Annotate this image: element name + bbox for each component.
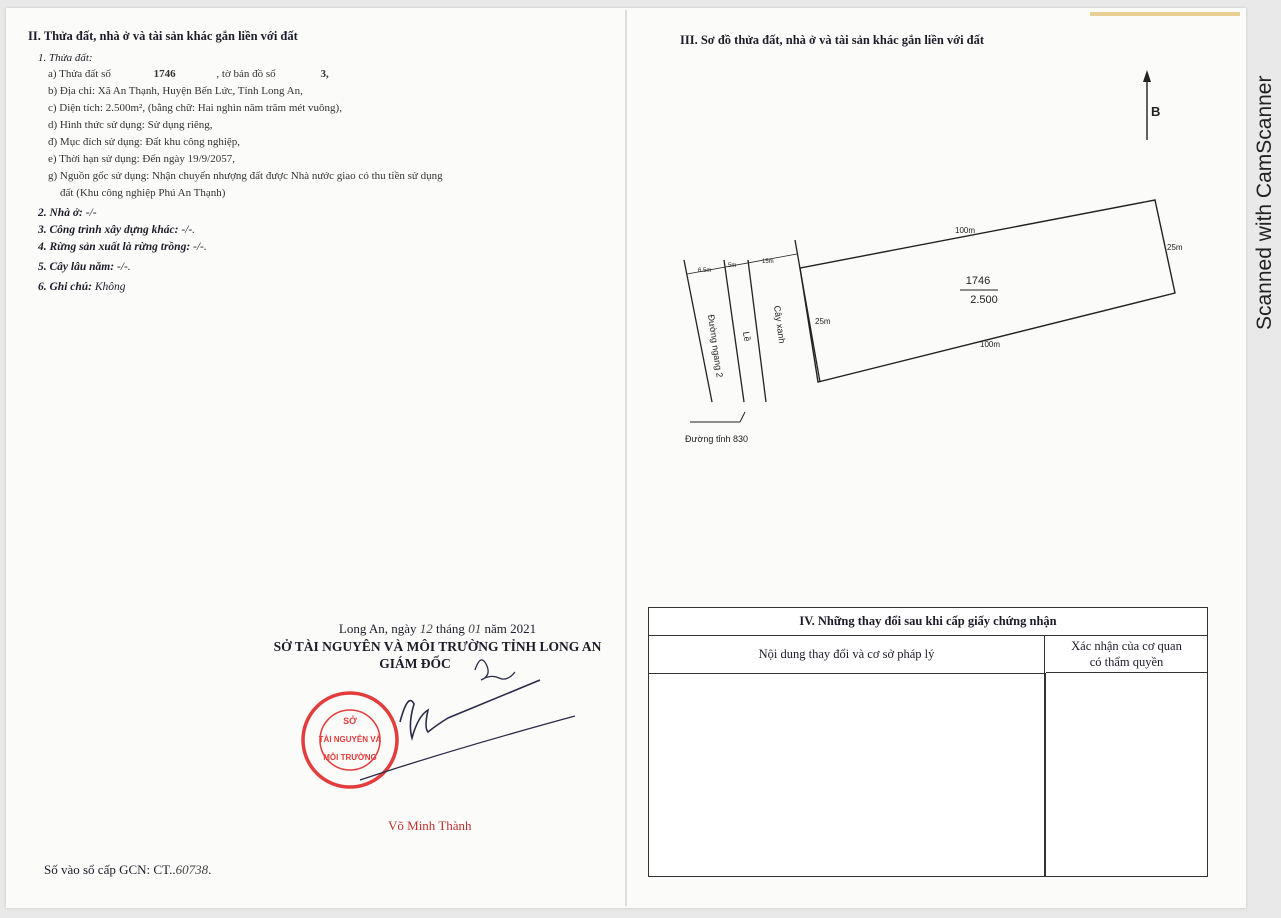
green-strip-width: 15m — [762, 259, 774, 265]
stamp-text-3: MÔI TRƯỜNG — [323, 753, 377, 762]
parcel-outline — [800, 200, 1175, 382]
provincial-road-arrow — [740, 412, 745, 422]
date-year: năm 2021 — [484, 621, 537, 636]
signer-name: Võ Minh Thành — [388, 818, 472, 833]
item-3-other-works — [38, 224, 195, 236]
paper-edge-mark — [1090, 12, 1240, 16]
road-edge-1 — [684, 260, 712, 402]
road-edge-4 — [795, 240, 820, 382]
road-edge-2 — [724, 260, 744, 402]
sidewalk-label: Lề — [741, 330, 753, 343]
register-value: 60738 — [175, 862, 209, 877]
column-divider — [1044, 673, 1046, 876]
date-month-label: tháng — [436, 621, 465, 636]
issuing-agency: SỞ TÀI NGUYÊN VÀ MÔI TRƯỜNG TỈNH LONG AN — [273, 639, 602, 654]
north-label: B — [1151, 104, 1161, 119]
item-4-value: -/-. — [190, 241, 207, 253]
north-arrow-head — [1143, 70, 1151, 82]
changes-table — [648, 607, 1208, 877]
item-1a — [48, 68, 329, 80]
item-4-forest — [38, 241, 207, 253]
item-1-heading-text: 1. Thửa đất: — [38, 52, 93, 64]
left-edge-length: 25m — [815, 317, 831, 326]
parcel-number-label: 1746 — [965, 275, 991, 287]
item-2-house — [38, 207, 97, 219]
page-fold — [625, 10, 627, 906]
item-1b-address: b) Địa chỉ: Xã An Thạnh, Huyện Bến Lức, Tỉnh Long An, — [48, 85, 303, 97]
date-day: 12 — [419, 621, 433, 636]
initial-mark — [475, 660, 515, 680]
stamp-text-2: TÀI NGUYÊN VÀ — [318, 735, 382, 744]
parcel-diagram — [660, 60, 1220, 460]
green-strip-label: Cây xanh — [772, 304, 788, 344]
parcel-area-label: 2.500 — [970, 294, 998, 306]
section-3-title: III. Sơ đồ thửa đất, nhà ở và tài sản khác gắn liền với đất — [680, 33, 985, 47]
parcel-label: a) Thửa đất số — [48, 68, 111, 80]
item-1e-usage-term: e) Thời hạn sử dụng: Đến ngày 19/9/2057, — [48, 153, 235, 165]
parcel-number: 1746 — [153, 68, 176, 80]
camscanner-watermark: Scanned with CamScanner — [1253, 75, 1276, 330]
item-1d-usage-form: d) Hình thức sử dụng: Sử dụng riêng, — [48, 119, 213, 131]
item-1g-origin: g) Nguồn gốc sử dụng: Nhận chuyển nhượng đất được Nhà nước giao có thu tiền sử dụng — [48, 170, 443, 182]
item-5-label: 5. Cây lâu năm: — [38, 261, 115, 273]
item-5-perennial — [38, 261, 131, 273]
top-edge-length: 100m — [955, 226, 976, 235]
item-6-label: 6. Ghi chú: — [38, 281, 92, 293]
section-2-title: II. Thửa đất, nhà ở và tài sản khác gắn liền với đất — [28, 29, 298, 43]
road-width: 6.5m — [698, 268, 712, 274]
authority-header-line-2: có thẩm quyền — [1089, 655, 1164, 669]
signature-stroke-tail — [360, 716, 575, 780]
item-3-label: 3. Công trình xây dựng khác: — [38, 224, 179, 236]
column-change-content: Nội dung thay đổi và cơ sở pháp lý — [649, 635, 1045, 674]
date-prefix: Long An, ngày — [338, 621, 417, 636]
item-3-value: -/-. — [178, 224, 196, 236]
changes-table-title: IV. Những thay đổi sau khi cấp giấy chứng nhận — [649, 608, 1207, 636]
stamp-text-1: SỞ — [343, 716, 357, 726]
item-1c-area: c) Diện tích: 2.500m², (bằng chữ: Hai nghìn năm trăm mét vuông), — [48, 102, 342, 114]
sidewalk-width: 5m — [728, 263, 737, 269]
signer-position: GIÁM ĐỐC — [379, 656, 451, 671]
map-sheet-number: 3, — [320, 68, 329, 80]
item-6-note — [38, 281, 126, 293]
date-month: 01 — [468, 621, 482, 636]
item-1dd-usage-purpose: đ) Mục đích sử dụng: Đất khu công nghiệp, — [48, 136, 241, 148]
item-2-label: 2. Nhà ở: — [38, 207, 83, 219]
provincial-road-label: Đường tỉnh 830 — [685, 434, 748, 444]
right-edge-length: 25m — [1167, 243, 1183, 252]
register-number: Số vào sổ cấp GCN: CT..60738. — [44, 862, 212, 877]
item-1g-origin-cont: đất (Khu công nghiệp Phú An Thạnh) — [60, 187, 226, 199]
road-name: Đường ngang 2 — [706, 313, 725, 379]
bottom-edge-length: 100m — [980, 340, 1001, 349]
item-2-value: -/- — [82, 207, 97, 219]
item-4-label: 4. Rừng sản xuất là rừng trồng: — [38, 241, 191, 253]
authority-header-line-1: Xác nhận của cơ quan — [1071, 639, 1182, 653]
signature-stroke-main — [400, 680, 540, 738]
stamp-and-signature — [290, 640, 620, 810]
item-1-heading — [38, 52, 93, 64]
column-authority-confirmation — [1046, 635, 1207, 673]
item-6-value: Không — [92, 281, 126, 293]
sign-date — [250, 621, 625, 637]
register-label: Số vào sổ cấp GCN: CT — [44, 862, 170, 877]
item-5-value: -/-. — [114, 261, 131, 273]
map-sheet-label: , tờ bản đồ số — [216, 68, 276, 80]
